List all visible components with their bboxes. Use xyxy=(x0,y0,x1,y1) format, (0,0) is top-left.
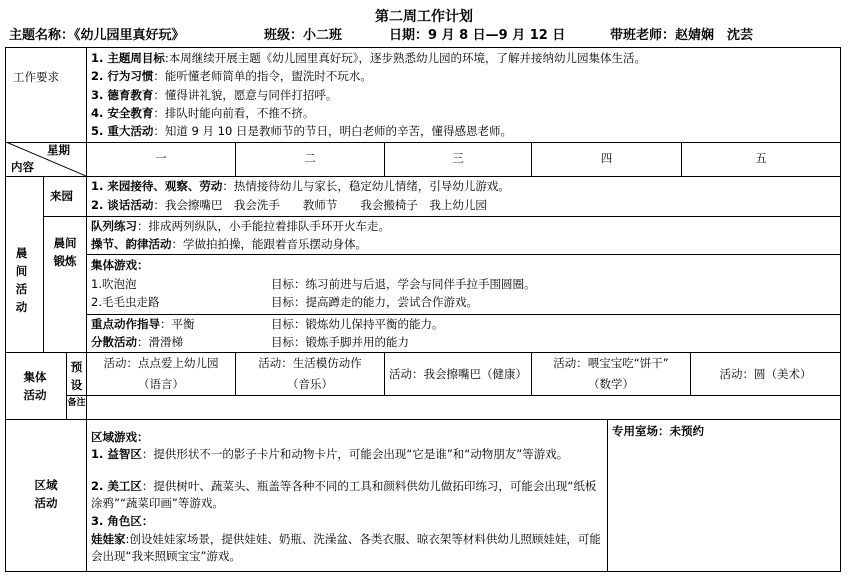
puzzle-area: 1. 益智区：提供形状不一的影子卡片和动物卡片，可能会出现“它是谁”和“动物朋友”等游戏。 xyxy=(91,447,569,461)
group-activity-tue: 活动：生活模仿动作 （音乐） xyxy=(258,356,362,391)
day-header-wed: 三 xyxy=(452,151,464,165)
work-plan-table xyxy=(5,47,841,572)
art-area: 2. 美工区：提供树叶、蔬菜头、瓶盖等各种不同的工具和颜料供幼儿做拓印练习，可能会出现“纸板涂鸦”“蔬菜印画”等游戏。 xyxy=(91,479,597,510)
morning-exercise-label: 晨间锻炼 xyxy=(53,236,77,268)
arrival-line-2: 2. 谈话活动：我会擦嘴巴 我会洗手 教师节 我会搬椅子 我上幼儿园 xyxy=(91,198,487,212)
group-activity-mon: 活动：点点爱上幼儿园 （语言） xyxy=(103,356,219,391)
area-activity-label: 区域活动 xyxy=(34,478,58,510)
game-name: 2.毛毛虫走路 xyxy=(91,295,160,309)
day-header-thu: 四 xyxy=(600,151,613,165)
theme-name: 主题名称：《幼儿园里真好玩》 xyxy=(9,28,185,43)
key-movement-goal: 目标：锻炼幼儿保持平衡的能力。 xyxy=(271,317,444,331)
day-header-fri: 五 xyxy=(755,151,767,165)
doll-house: 娃娃家:创设娃娃家场景，提供娃娃、奶瓶、洗澡盆、各类衣服、晾衣架等材料供幼儿照顾娃娃，可能会出现“我来照顾宝宝”游戏。 xyxy=(91,532,601,563)
role-area: 3. 角色区： xyxy=(91,514,154,528)
work-req-item: 2. 行为习惯：能听懂老师简单的指令，盥洗时不玩水。 xyxy=(91,69,372,83)
note-label: 备注 xyxy=(67,398,86,408)
group-activity-wed: 活动：我会擦嘴巴（健康） xyxy=(389,367,527,381)
queue-drill: 队列练习：排成两列纵队，小手能拉着排队手环开火车走。 xyxy=(91,219,390,233)
free-activity-goal: 目标：锻炼手脚并用的能力 xyxy=(271,335,409,349)
rhythm-activity: 操节、韵律活动：学做拍拍操，能跟着音乐摆动身体。 xyxy=(91,237,367,251)
group-games-heading: 集体游戏： xyxy=(91,258,149,272)
preset-label: 预设 xyxy=(70,360,83,392)
work-req-item: 3. 德育教育：懂得讲礼貌，愿意与同伴打招呼。 xyxy=(91,88,338,102)
game-goal: 目标：练习前进与后退，学会与同伴手拉手围圆圈。 xyxy=(271,277,536,291)
date-range: 日期：9 月 8 日—9 月 12 日 xyxy=(389,28,566,43)
document-title: 第二周工作计划 xyxy=(375,9,473,25)
class-name: 班级：小二班 xyxy=(264,28,343,43)
game-name: 1.吹泡泡 xyxy=(91,277,137,291)
morning-activity-label: 晨间活动 xyxy=(15,246,28,314)
arrival-label: 来园 xyxy=(50,189,73,203)
group-activity-thu: 活动：喂宝宝吃“饼干” （数学） xyxy=(553,356,669,391)
game-goal: 目标：提高蹲走的能力，尝试合作游戏。 xyxy=(271,295,478,309)
header-content-label: 内容 xyxy=(11,160,34,174)
work-req-item: 5. 重大活动：知道 9 月 10 日是教师节的节日，明白老师的辛苦，懂得感恩老师。 xyxy=(91,124,512,138)
free-activity: 分散活动：滑滑梯 xyxy=(91,335,183,349)
day-header-mon: 一 xyxy=(155,151,167,165)
special-room: 专用室场：未预约 xyxy=(612,424,704,438)
arrival-line-1: 1. 来园接待、观察、劳动：热情接待幼儿与家长，稳定幼儿情绪，引导幼儿游戏。 xyxy=(91,179,510,193)
work-req-item: 1. 主题周目标:本周继续开展主题《幼儿园里真好玩》，逐步熟悉幼儿园的环境，了解并接纳幼儿园集体生活。 xyxy=(91,51,646,65)
teachers: 带班老师：赵婧娴 沈芸 xyxy=(610,28,754,43)
work-req-label: 工作要求 xyxy=(13,70,59,84)
group-activity-label: 集体活动 xyxy=(23,370,47,402)
header-weekday-label: 星期 xyxy=(47,143,70,157)
key-movement: 重点动作指导：平衡 xyxy=(91,317,195,331)
day-header-tue: 二 xyxy=(304,151,316,165)
area-games-heading: 区域游戏： xyxy=(91,430,149,444)
work-req-item: 4. 安全教育：排队时能向前看，不推不挤。 xyxy=(91,106,315,120)
group-activity-fri: 活动：圆（美术） xyxy=(719,367,812,381)
